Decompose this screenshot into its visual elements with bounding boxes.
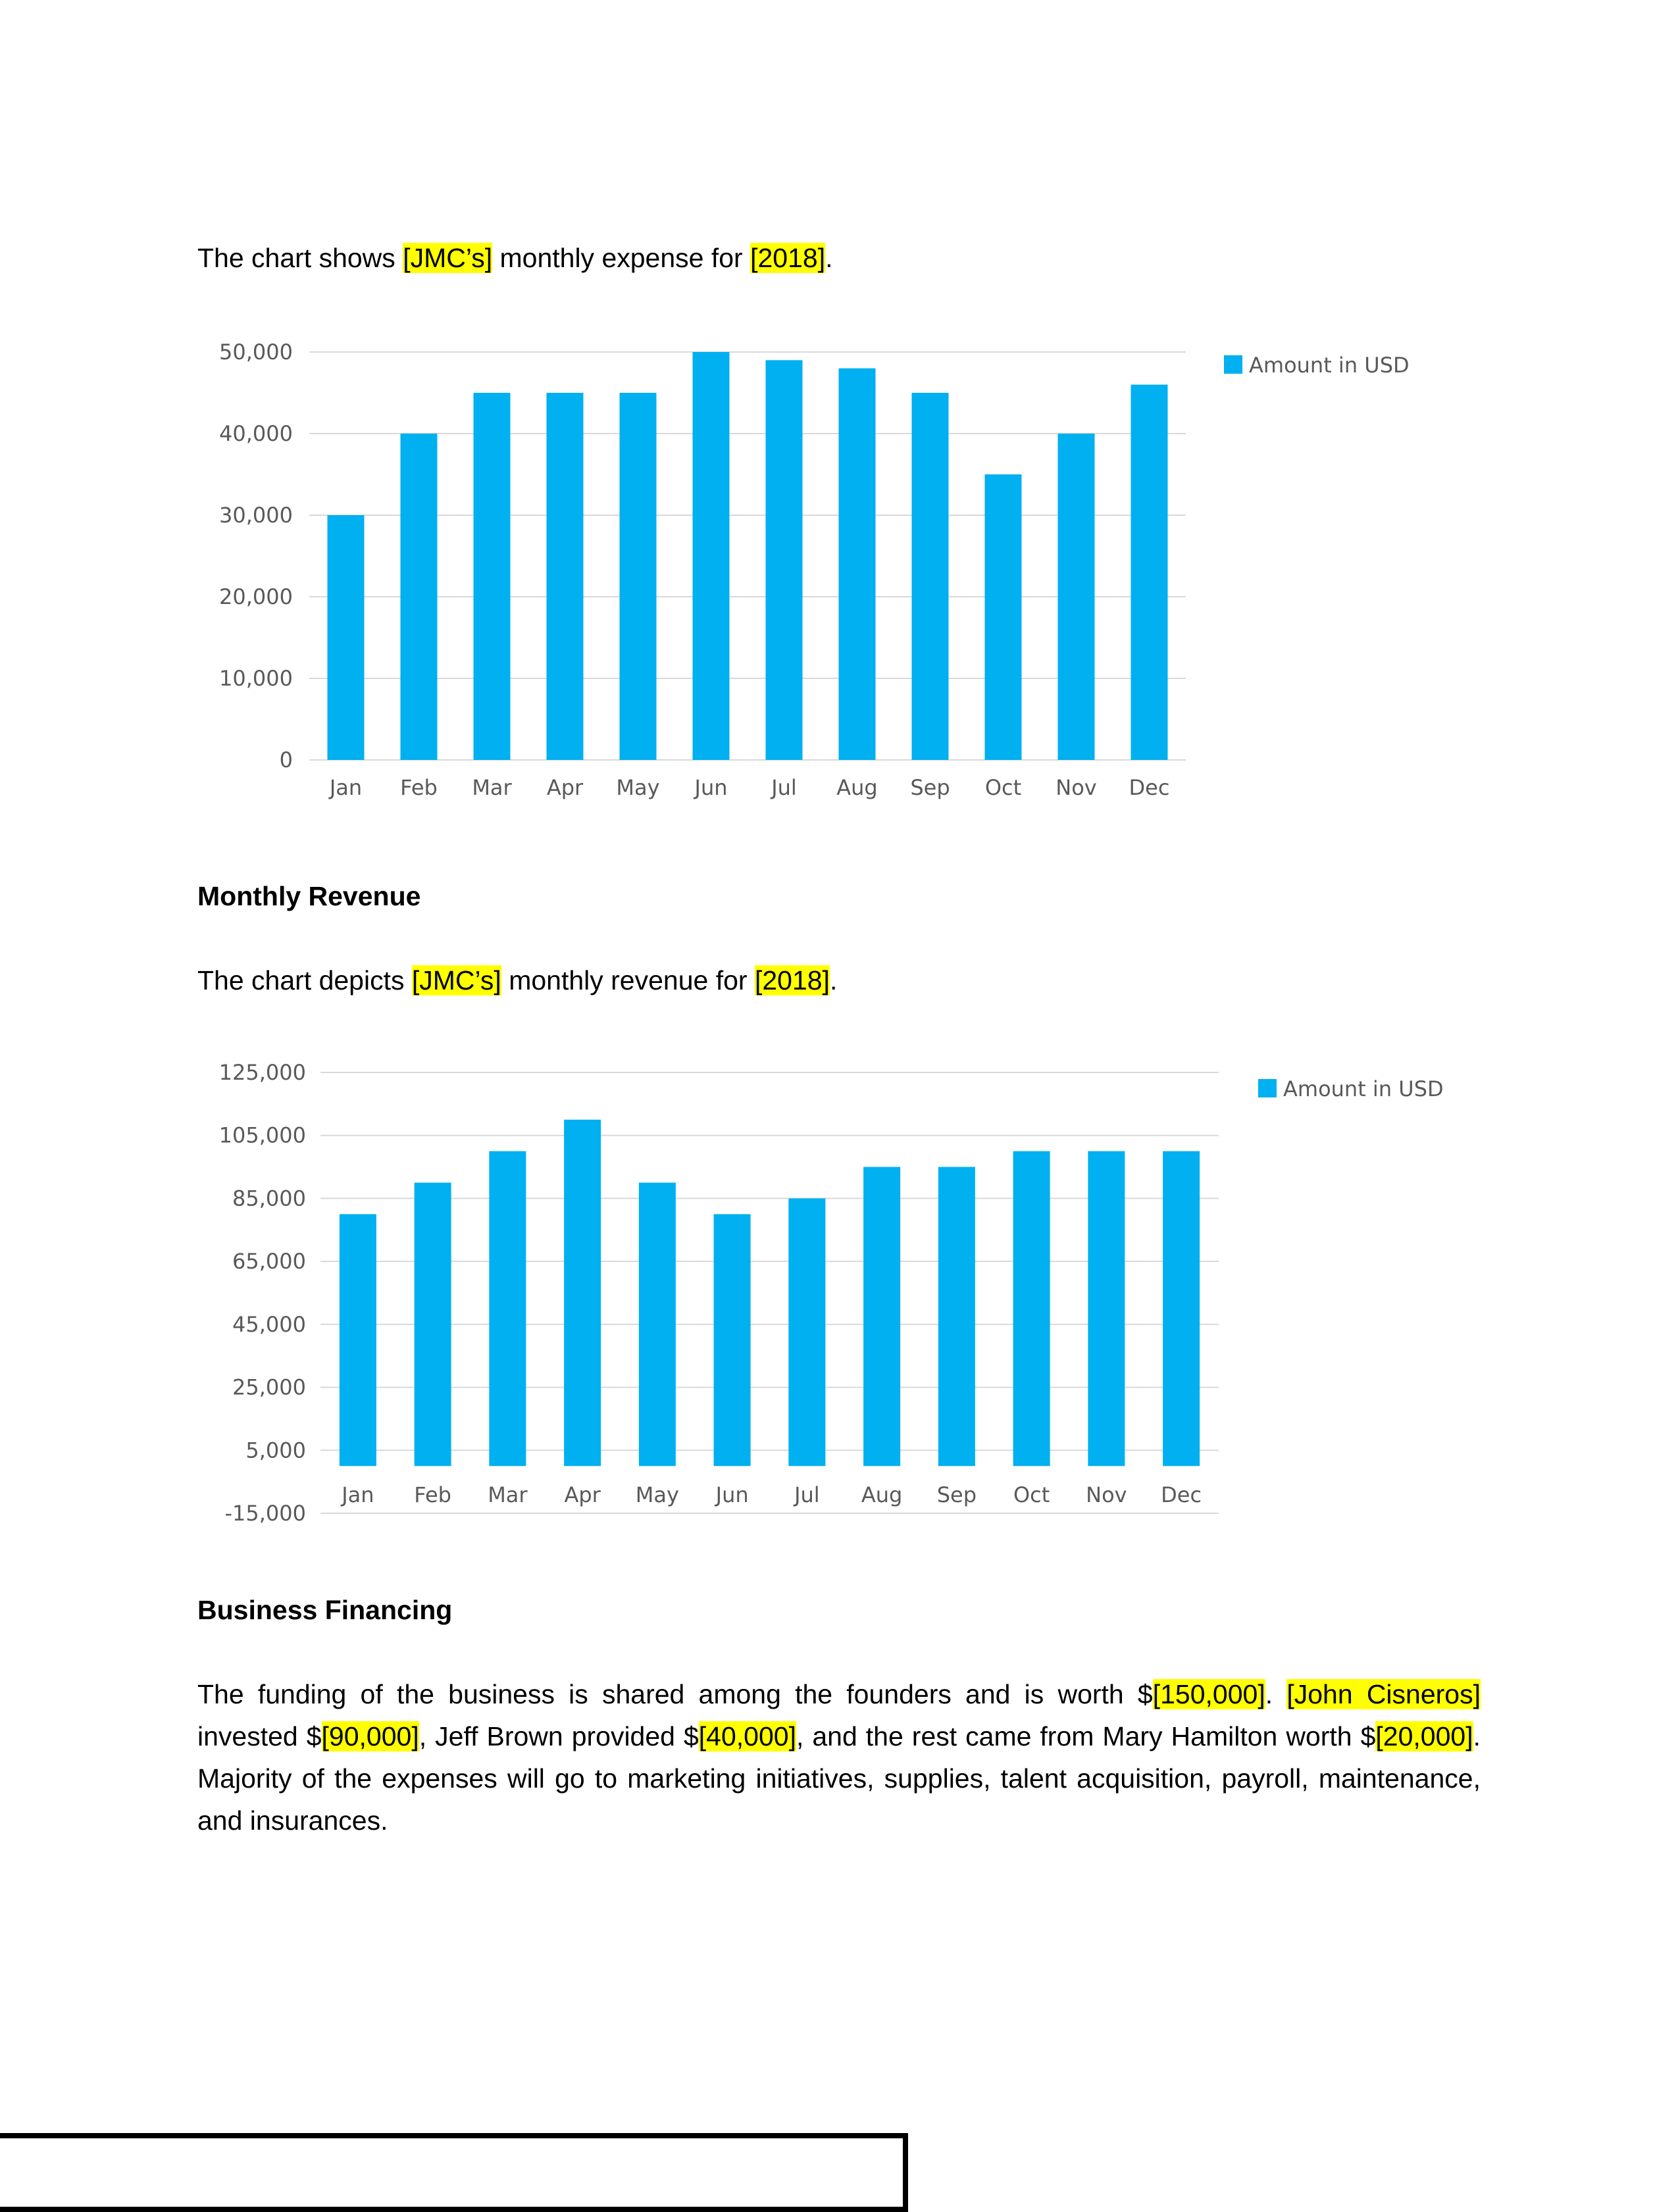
y-tick-label: 40,000 [219, 421, 293, 446]
expense-intro [197, 237, 1481, 279]
x-tick-label: Feb [414, 1482, 451, 1507]
financing-text: . [1265, 1679, 1287, 1709]
y-tick-label: 125,000 [218, 1060, 306, 1085]
revenue-intro-suffix: . [829, 965, 838, 995]
legend-swatch [1258, 1079, 1277, 1097]
y-tick-label: 0 [279, 747, 293, 772]
company-placeholder: [JMC’s] [411, 965, 501, 995]
y-tick-label: 5,000 [245, 1438, 306, 1463]
bar-nov [1088, 1151, 1125, 1467]
x-tick-label: Dec [1161, 1482, 1202, 1507]
y-tick-label: 10,000 [219, 666, 293, 691]
bar-jul [766, 360, 803, 760]
bar-jun [714, 1214, 751, 1466]
bar-aug [863, 1167, 900, 1467]
bar-mar [489, 1151, 526, 1467]
bar-apr [564, 1120, 601, 1466]
x-tick-label: May [616, 775, 660, 800]
revenue-chart-svg [197, 1040, 1481, 1553]
bar-jun [693, 352, 730, 760]
y-tick-label: 20,000 [219, 584, 293, 609]
bar-feb [415, 1183, 451, 1467]
amount-placeholder: [150,000] [1152, 1679, 1265, 1709]
legend-label: Amount in USD [1283, 1076, 1444, 1101]
financing-text: , and the rest came from Mary Hamilton worth $ [796, 1721, 1376, 1751]
expense-intro-prefix: The chart shows [197, 243, 403, 273]
x-tick-label: Jul [794, 1482, 820, 1507]
amount-placeholder: [90,000] [321, 1721, 419, 1751]
footer-box [0, 2133, 908, 2212]
financing-text: , Jeff Brown provided $ [419, 1721, 699, 1751]
amount-placeholder: [20,000] [1375, 1721, 1473, 1751]
x-tick-label: Nov [1086, 1482, 1127, 1507]
bar-may [620, 393, 657, 760]
company-placeholder: [JMC’s] [403, 243, 493, 273]
x-tick-label: Mar [488, 1482, 528, 1507]
financing-heading: Business Financing [197, 1595, 453, 1625]
y-tick-label: 30,000 [219, 503, 293, 528]
expense-chart-svg [197, 316, 1481, 829]
x-tick-label: Jan [329, 775, 363, 800]
bar-dec [1163, 1151, 1200, 1467]
year-placeholder: [2018] [750, 243, 826, 273]
x-tick-label: Jun [694, 775, 728, 800]
financing-text: . Majority of the expenses will go to marketing initiatives, supplies, talent acquisition, payroll, maintenance, and insurances. [197, 1721, 1481, 1836]
y-tick-label: -15,000 [224, 1501, 306, 1526]
x-tick-label: Mar [472, 775, 512, 800]
founder-name-placeholder: [John Cisneros] [1286, 1679, 1481, 1709]
x-tick-label: Aug [836, 775, 878, 800]
financing-paragraph [197, 1673, 1481, 1842]
revenue-intro [197, 959, 1481, 1001]
revenue-intro-middle: monthly revenue for [501, 965, 755, 995]
revenue-heading: Monthly Revenue [197, 881, 421, 911]
x-tick-label: Jun [715, 1482, 749, 1507]
x-tick-label: Apr [564, 1482, 601, 1507]
expense-intro-middle: monthly expense for [492, 243, 751, 273]
bar-sep [938, 1167, 975, 1467]
y-tick-label: 65,000 [232, 1249, 306, 1274]
bar-jan [328, 515, 365, 760]
bar-oct [985, 474, 1022, 760]
x-tick-label: Dec [1129, 775, 1170, 800]
bar-jul [788, 1198, 825, 1466]
x-tick-label: Nov [1055, 775, 1097, 800]
year-placeholder: [2018] [754, 965, 830, 995]
bar-oct [1013, 1151, 1050, 1467]
x-tick-label: Apr [546, 775, 584, 800]
bar-mar [474, 393, 511, 760]
x-tick-label: Oct [984, 775, 1022, 800]
financing-text: invested $ [197, 1721, 322, 1751]
x-tick-label: May [635, 1482, 679, 1507]
x-tick-label: Aug [861, 1482, 903, 1507]
bar-may [639, 1183, 676, 1467]
x-tick-label: Sep [910, 775, 950, 800]
revenue-chart [197, 1040, 1481, 1553]
bar-jan [340, 1214, 376, 1466]
y-tick-label: 85,000 [232, 1186, 306, 1211]
x-tick-label: Feb [400, 775, 438, 800]
financing-text: The funding of the business is shared among the founders and is worth $ [197, 1679, 1153, 1709]
expense-chart [197, 316, 1481, 829]
expense-intro-suffix: . [825, 243, 833, 273]
x-tick-label: Oct [1013, 1482, 1050, 1507]
bar-aug [839, 368, 876, 760]
bar-dec [1131, 385, 1168, 760]
y-tick-label: 50,000 [219, 339, 293, 364]
bar-feb [401, 434, 438, 760]
amount-placeholder: [40,000] [698, 1721, 796, 1751]
x-tick-label: Jan [342, 1482, 374, 1507]
bar-sep [912, 393, 949, 760]
x-tick-label: Sep [936, 1482, 977, 1507]
legend-swatch [1224, 355, 1242, 374]
bar-nov [1058, 434, 1095, 760]
legend-label: Amount in USD [1249, 353, 1410, 378]
revenue-intro-prefix: The chart depicts [197, 965, 412, 995]
bar-apr [547, 393, 584, 760]
y-tick-label: 45,000 [232, 1311, 306, 1337]
y-tick-label: 25,000 [232, 1374, 306, 1400]
y-tick-label: 105,000 [218, 1122, 306, 1148]
x-tick-label: Jul [771, 775, 797, 800]
